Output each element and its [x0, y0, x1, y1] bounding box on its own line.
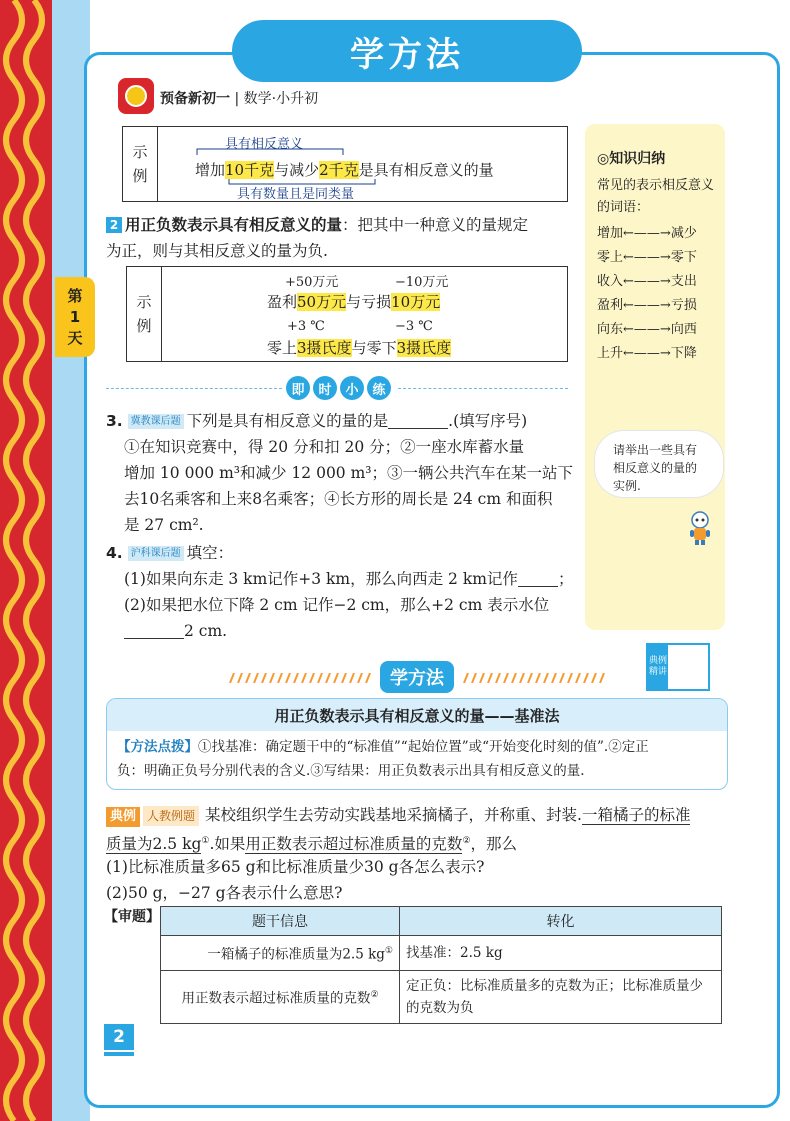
example-question-2: (2)50 g，−27 g各表示什么意思?: [106, 884, 343, 902]
note-top: 具有相反意义: [225, 137, 304, 152]
example-label: 示 例: [123, 127, 158, 201]
pair-item: 上升←——→下降: [597, 346, 697, 361]
page-number-underline: [104, 1052, 134, 1056]
table-row: 一箱橘子的标准质量为2.5 kg① 找基准：2.5 kg: [161, 936, 722, 971]
brand-line: 预备新初一 | 数学·小升初: [160, 91, 319, 107]
example-explained-badge: 典例 精讲: [646, 643, 710, 691]
pair-item: 零上←——→零下: [597, 250, 697, 265]
table-header: 转化: [400, 907, 722, 936]
thought-cloud: 请举出一些具有 相反意义的量的 实例.: [594, 430, 724, 498]
source-tag: 冀教课后题: [128, 414, 184, 429]
question-4: 4. 沪科课后题 填空：: [106, 544, 234, 562]
example-problem-line1: 典例 人教例题 某校组织学生去劳动实践基地采摘橘子，并称重、封装.一箱橘子的标准: [106, 802, 690, 828]
source-tag: 沪科课后题: [128, 546, 184, 561]
example-box-2: [126, 266, 568, 362]
example-question-1: (1)比标准质量多65 g和比标准质量少30 g各怎么表示?: [106, 858, 485, 876]
example2-row1: 盈利50万元与亏损10万元: [267, 293, 441, 311]
day-tab: 第 1 天: [55, 277, 95, 357]
point-number: 2: [106, 217, 122, 233]
method-tip: 【方法点拨】①找基准：确定题干中的“标准值”“起始位置”或“开始变化时刻的值”.②定正 负：明确正负号分别代表的含义.③写结果：用正负数表示出具有相反意义的量.: [117, 739, 649, 779]
row1-top-b: −10万元: [395, 275, 449, 290]
row1-top-a: +50万元: [285, 275, 339, 290]
brand-logo-icon: [118, 78, 154, 114]
stripe-decoration: [460, 673, 608, 683]
table-row: 用正数表示超过标准质量的克数② 定正负：比标准质量多的克数为正；比标准质量少的克数为负: [161, 970, 722, 1023]
example1-sentence: 增加10千克与减少2千克是具有相反意义的量: [195, 161, 494, 179]
note-brace-top: [195, 145, 345, 157]
question-3: 3. 冀教课后题 下列是具有相反意义的量的是 .(填写序号): [106, 412, 528, 430]
analysis-table: [160, 906, 722, 1024]
table-header: 题干信息: [161, 907, 400, 936]
robot-mascot-icon: [686, 510, 714, 546]
row2-top-b: −3 ℃: [395, 319, 433, 334]
pair-item: 向东←——→向西: [597, 322, 697, 337]
example-tag: 典例: [106, 807, 140, 827]
pair-item: 收入←——→支出: [597, 274, 697, 289]
method-section-title: 学方法: [380, 661, 454, 693]
note-bottom: 具有数量且是同类量: [237, 187, 355, 202]
page-number: 2: [104, 1024, 134, 1050]
decorative-ribbon: [0, 0, 52, 1121]
example-problem-line2: 质量为2.5 kg①.如果用正数表示超过标准质量的克数②，那么: [106, 835, 518, 854]
divider: [106, 388, 282, 389]
sidebar-heading: ◎知识归纳: [597, 151, 666, 167]
analysis-label: 【审题】: [104, 909, 160, 925]
answer-blank[interactable]: [124, 620, 184, 639]
example-label: 示 例: [127, 267, 162, 361]
point2-line2: 为正，则与其相反意义的量为负.: [106, 242, 328, 260]
practice-title: 即 时 小 练: [286, 376, 394, 400]
point2-line1: 2 用正负数表示具有相反意义的量：把其中一种意义的量规定: [106, 212, 528, 238]
brand-name: 预备新初一: [160, 91, 230, 107]
subject-name: 数学·小升初: [243, 91, 319, 107]
example-box-1: [122, 126, 568, 202]
row2-top-a: +3 ℃: [287, 319, 325, 334]
answer-blank[interactable]: [518, 568, 558, 587]
pair-item: 盈利←——→亏损: [597, 298, 697, 313]
divider: [398, 388, 568, 389]
answer-blank[interactable]: [388, 410, 448, 429]
section-tab: 学方法: [232, 20, 582, 82]
knowledge-sidebar: ◎知识归纳 常见的表示相反意义 的词语： 增加←——→减少 零上←——→零下 收入←——→支出 盈利←——→亏损 向东←——→向西 上升←——→下降: [585, 124, 725, 630]
stripe-decoration: [226, 673, 374, 683]
pair-item: 增加←——→减少: [597, 226, 697, 241]
method-box-title: 用正负数表示具有相反意义的量——基准法: [107, 699, 727, 731]
method-box: [106, 698, 728, 790]
example2-row2: 零上3摄氏度与零下3摄氏度: [267, 339, 452, 357]
source-tag: 人教例题: [143, 806, 199, 826]
